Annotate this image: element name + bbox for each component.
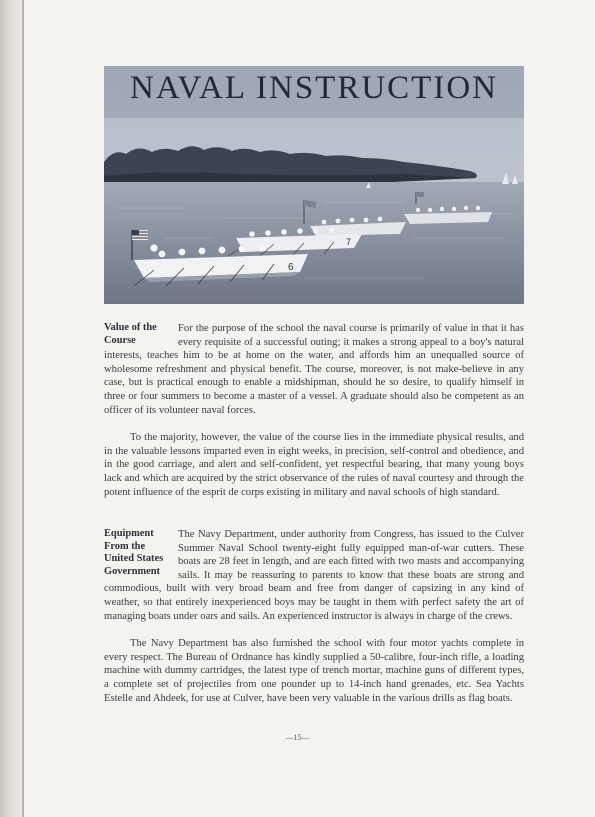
paragraph-equipment-1: The Navy Department, under authority from Congress, has issued to the Culver Summer Naval School twenty-eight fully equipped man-of-war cutters. These boats are 28 feet in length, and are each fitted with two masts and accompanying sails. It may be reassuring to parents to know that these boats are strong and commodious, built with very broad beam and free from danger of capsizing in any kind of weather, so that entirely inexperienced boys may be taught in them with perfect safety the art of managing boats under oars and sails. An experienced instructor is always in charge of the crews. [104, 529, 524, 622]
side-heading-value: Value of the Course [104, 322, 157, 346]
book-gutter [0, 0, 22, 817]
section-equipment [104, 528, 524, 705]
boat-number-7: 7 [346, 237, 352, 247]
page-edge [22, 0, 24, 817]
paragraph-value-1: For the purpose of the school the naval course is primarily of value in that it has every requisite of a successful outing; it makes a strong appeal to a boy's natural interests, teaches him to be at home on the water, and affords him an unequalled source of wholesome refreshment and physical benefit. The course, moreover, is not make-believe in any case, but is practical enough to enable a midshipman, should he so desire, to qualify himself in three or four summers to become a master of a vessel. A graduate should also be competent as an officer of its volunteer naval forces. [104, 323, 524, 416]
paragraph-value-2: To the majority, however, the value of the course lies in the immediate physical results, and in the valuable lessons imparted even in eight weeks, in precision, self-control and obedience, and in the good carriage, and alert and self-confident, yet respectful bearing, that many young boys lack and which are acquired by the strict observance of the rules of naval courtesy and through the potent influence of the esprit de corps existing in military and naval schools of high standard. [104, 432, 524, 498]
boat-number-6: 6 [288, 262, 294, 273]
side-heading-equipment: Equipment From the United States Government [104, 528, 164, 577]
cutters-rowing-photo [104, 118, 524, 304]
paragraph-equipment-2: The Navy Department has also furnished the school with four motor yachts complete in every respect. The Bureau of Ordnance has kindly supplied a 50-calibre, four-inch rifle, a loading machine with dummy cartridges, the latest type of trench mortar, machine guns of different types, a complete set of projectiles from one pounder up to 14-inch hand grenades, etc. Sea Yachts Estelle and Ahdeek, for use at Culver, have been very valuable in the various drills as flag boats. [104, 638, 524, 704]
american-flag-icon [132, 230, 148, 240]
header-photo-panel [104, 66, 524, 304]
page-number: —15— [285, 733, 310, 742]
page-title: NAVAL INSTRUCTION [130, 70, 498, 106]
section-value-of-course [104, 322, 524, 499]
